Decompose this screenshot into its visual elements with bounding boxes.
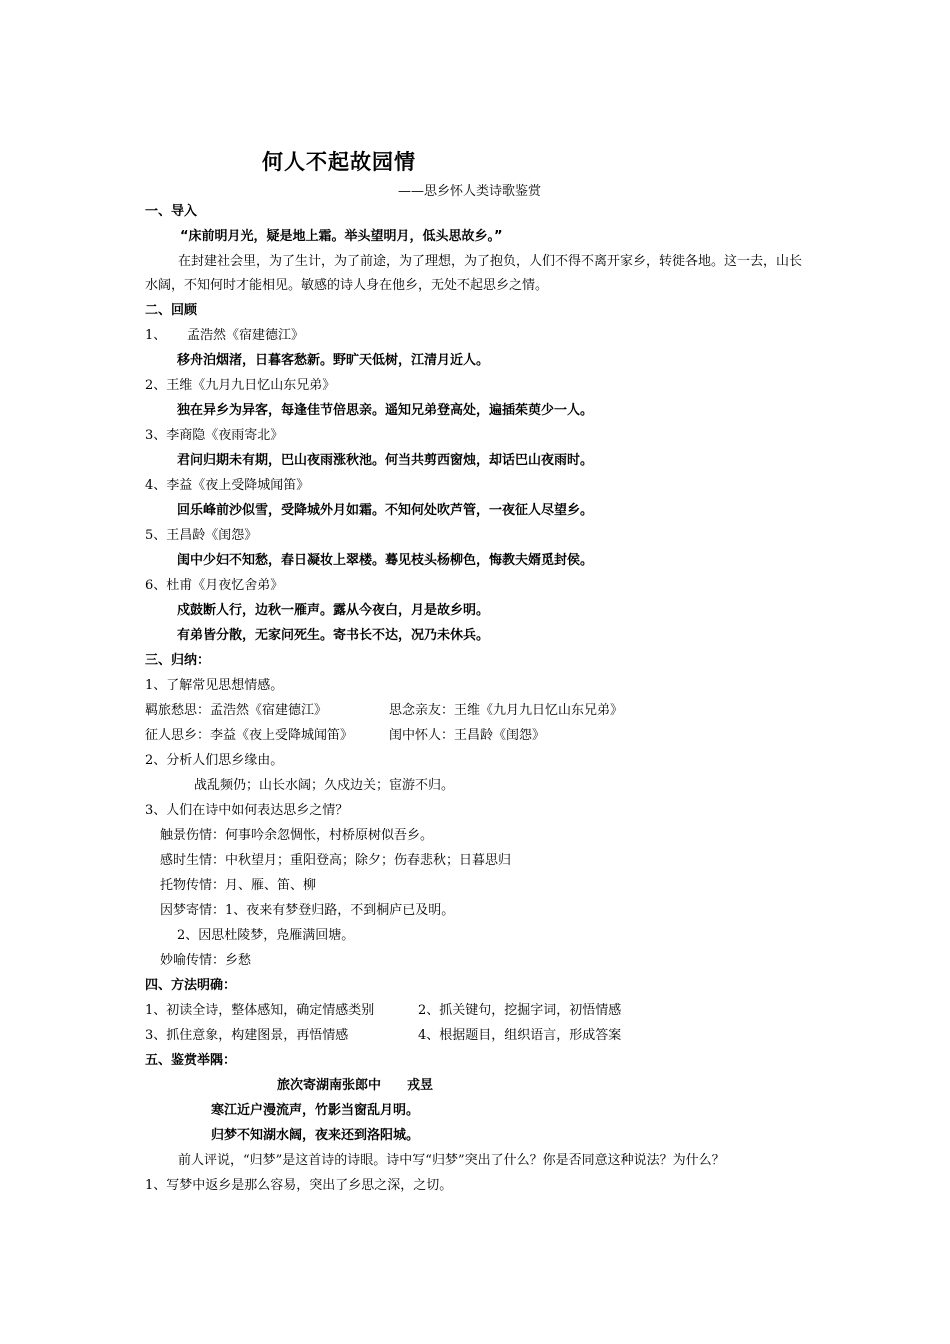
reasons-text: 战乱频仍；山长水阔；久戍边关；宦游不归。 <box>194 778 455 793</box>
method-step: 1、初读全诗，整体感知，确定情感类别 <box>145 1003 375 1018</box>
poem-title: 5、王昌龄《闺怨》 <box>145 528 258 543</box>
emotion-category: 闺中怀人：王昌龄《闺怨》 <box>389 728 546 743</box>
section-heading-methods: 四、方法明确： <box>145 978 237 993</box>
method-step: 3、抓住意象，构建图景，再悟情感 <box>145 1028 349 1043</box>
answer-text: 1、写梦中返乡是那么容易，突出了乡思之深，之切。 <box>145 1178 453 1193</box>
example-poem-line: 寒江近户漫流声，竹影当窗乱月明。 <box>211 1103 420 1118</box>
method-item: 因梦寄情：1、夜来有梦登归路，不到桐庐已及明。 <box>160 903 455 918</box>
example-poem-title: 旅次寄湖南张郎中 <box>277 1078 382 1093</box>
emotion-category: 征人思乡：李益《夜上受降城闻笛》 <box>145 728 354 743</box>
section-heading-intro: 一、导入 <box>145 204 198 219</box>
example-poet: 戎昱 <box>407 1078 434 1093</box>
poem-line: 移舟泊烟渚，日暮客愁新。野旷天低树，江清月近人。 <box>177 353 490 368</box>
poem-line: 有弟皆分散，无家问死生。寄书长不达，况乃未休兵。 <box>177 628 490 643</box>
method-item: 感时生情：中秋望月；重阳登高；除夕；伤春悲秋；日暮思归 <box>160 853 512 868</box>
poem-number: 1、 <box>145 328 167 343</box>
poem-line: 回乐峰前沙似雪，受降城外月如霜。不知何处吹芦管，一夜征人尽望乡。 <box>177 503 594 518</box>
summary-point: 1、了解常见思想情感。 <box>145 678 284 693</box>
poem-line: 闺中少妇不知愁，春日凝妆上翠楼。蓦见枝头杨柳色，悔教夫婿觅封侯。 <box>177 553 594 568</box>
summary-point: 3、人们在诗中如何表达思乡之情？ <box>145 803 349 818</box>
emotion-category: 羁旅愁思：孟浩然《宿建德江》 <box>145 703 328 718</box>
method-step: 4、根据题目，组织语言，形成答案 <box>418 1028 622 1043</box>
poem-line: 君问归期未有期，巴山夜雨涨秋池。何当共剪西窗烛，却话巴山夜雨时。 <box>177 453 594 468</box>
section-heading-review: 二、回顾 <box>145 303 198 318</box>
poem-title: 3、李商隐《夜雨寄北》 <box>145 428 284 443</box>
summary-point: 2、分析人们思乡缘由。 <box>145 753 284 768</box>
section-heading-summary: 三、归纳： <box>145 653 211 668</box>
poem-line: 独在异乡为异客，每逢佳节倍思亲。遥知兄弟登高处，遍插茱萸少一人。 <box>177 403 594 418</box>
method-item: 托物传情：月、雁、笛、柳 <box>160 878 317 893</box>
section-heading-appreciation: 五、鉴赏举隅： <box>145 1053 237 1068</box>
poem-title: 6、杜甫《月夜忆舍弟》 <box>145 578 284 593</box>
method-step: 2、抓关键句，挖掘字词，初悟情感 <box>418 1003 622 1018</box>
method-item: 妙喻传情：乡愁 <box>160 953 252 968</box>
poem-title: 4、李益《夜上受降城闻笛》 <box>145 478 310 493</box>
method-item: 触景伤情：何事吟余忽惆怅，村桥原树似吾乡。 <box>160 828 434 843</box>
poem-title: 孟浩然《宿建德江》 <box>187 328 305 343</box>
example-poem-line: 归梦不知湖水阔，夜来还到洛阳城。 <box>211 1128 420 1143</box>
method-item: 2、因思杜陵梦，凫雁满回塘。 <box>177 928 355 943</box>
poem-line: 戍鼓断人行，边秋一雁声。露从今夜白，月是故乡明。 <box>177 603 490 618</box>
page-subtitle: ——思乡怀人类诗歌鉴赏 <box>398 184 542 199</box>
question-text: 前人评说，“归梦”是这首诗的诗眼。诗中写“归梦”突出了什么？你是否同意这种说法？为什么？ <box>178 1153 725 1168</box>
intro-paragraph: 在封建社会里，为了生计，为了前途，为了理想，为了抱负，人们不得不离开家乡，转徙各地。这一去，山长水阔，不知何时才能相见。敏感的诗人身在他乡，无处不起思乡之情。 <box>145 254 803 293</box>
intro-quote: “床前明月光，疑是地上霜。举头望明月，低头思故乡。” <box>180 229 503 244</box>
emotion-category: 思念亲友：王维《九月九日忆山东兄弟》 <box>389 703 624 718</box>
page-title: 何人不起故园情 <box>262 150 416 174</box>
poem-title: 2、王维《九月九日忆山东兄弟》 <box>145 378 336 393</box>
